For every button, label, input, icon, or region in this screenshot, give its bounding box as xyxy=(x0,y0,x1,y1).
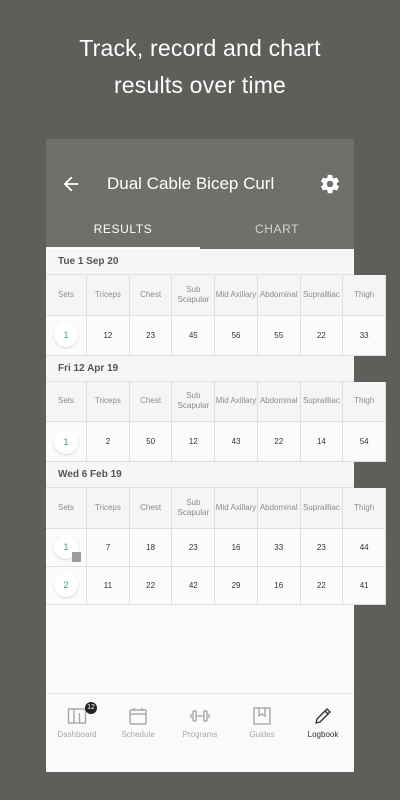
table-cell: 42 xyxy=(172,566,215,604)
table-cell: 11 xyxy=(87,566,130,604)
set-cell xyxy=(46,566,87,604)
column-header: Suprailliac xyxy=(300,275,343,315)
nav-dashboard[interactable] xyxy=(46,694,108,773)
column-header: Sub Scapular xyxy=(172,488,215,528)
set-number[interactable]: 2 xyxy=(54,573,78,597)
table-header-row xyxy=(46,488,386,528)
table-cell: 14 xyxy=(300,422,343,462)
column-header: Thigh xyxy=(343,488,386,528)
column-header: Chest xyxy=(129,382,172,422)
tab-chart[interactable] xyxy=(200,217,354,249)
back-arrow-icon[interactable] xyxy=(60,173,82,195)
column-header: Suprailliac xyxy=(300,488,343,528)
table-cell: 44 xyxy=(343,528,386,566)
table-cell: 50 xyxy=(129,422,172,462)
table-cell: 23 xyxy=(300,528,343,566)
nav-logbook[interactable] xyxy=(292,694,354,773)
table-cell: 56 xyxy=(215,315,258,355)
nav-label: Programs xyxy=(182,730,218,739)
promo-line-1: Track, record and chart xyxy=(79,35,321,61)
table-cell: 7 xyxy=(87,528,130,566)
column-header: Mid Axillary xyxy=(215,488,258,528)
column-header: Sub Scapular xyxy=(172,382,215,422)
column-header: Suprailliac xyxy=(300,382,343,422)
set-number-label: 1 xyxy=(63,542,69,552)
dashboard-icon xyxy=(67,706,87,726)
table-cell: 33 xyxy=(343,315,386,355)
column-header: Thigh xyxy=(343,275,386,315)
column-header: Abdominal xyxy=(257,382,300,422)
column-header: Abdominal xyxy=(257,275,300,315)
set-cell xyxy=(46,315,87,355)
nav-label: Schedule xyxy=(121,730,155,739)
table-row[interactable] xyxy=(46,528,386,566)
dumbbell-icon xyxy=(190,706,210,726)
set-number[interactable]: 1 xyxy=(54,430,78,454)
promo-line-2: results over time xyxy=(113,72,287,98)
table-row[interactable] xyxy=(46,422,386,462)
table-header-row xyxy=(46,382,386,422)
column-header: Triceps xyxy=(87,275,130,315)
table-cell: 22 xyxy=(129,566,172,604)
results-table xyxy=(46,488,386,605)
column-header: Sets xyxy=(46,488,87,528)
calendar-icon xyxy=(128,706,148,726)
table-cell: 12 xyxy=(87,315,130,355)
app-bar xyxy=(46,139,354,249)
table-cell: 22 xyxy=(300,315,343,355)
column-header: Sub Scapular xyxy=(172,275,215,315)
table-cell: 22 xyxy=(300,566,343,604)
column-header: Sets xyxy=(46,275,87,315)
gear-icon[interactable] xyxy=(319,173,341,195)
column-header: Mid Axillary xyxy=(215,275,258,315)
results-table xyxy=(46,382,386,463)
table-cell: 45 xyxy=(172,315,215,355)
table-cell: 23 xyxy=(129,315,172,355)
table-cell: 22 xyxy=(257,422,300,462)
session-date: Wed 6 Feb 19 xyxy=(46,462,354,488)
table-cell: 16 xyxy=(215,528,258,566)
table-cell: 55 xyxy=(257,315,300,355)
nav-programs[interactable] xyxy=(169,694,231,773)
notification-badge: 12 xyxy=(85,702,97,714)
table-cell: 41 xyxy=(343,566,386,604)
table-cell: 23 xyxy=(172,528,215,566)
results-list[interactable] xyxy=(46,249,375,693)
results-table xyxy=(46,275,386,356)
promo-headline xyxy=(0,30,400,104)
nav-schedule[interactable] xyxy=(107,694,169,773)
table-cell: 33 xyxy=(257,528,300,566)
table-row[interactable] xyxy=(46,315,386,355)
bookmark-icon xyxy=(252,706,272,726)
column-header: Mid Axillary xyxy=(215,382,258,422)
nav-guides[interactable] xyxy=(231,694,293,773)
column-header: Chest xyxy=(129,488,172,528)
set-number[interactable] xyxy=(54,535,78,559)
session-date: Tue 1 Sep 20 xyxy=(46,249,354,275)
tab-results[interactable] xyxy=(46,217,200,249)
table-cell: 18 xyxy=(129,528,172,566)
column-header: Triceps xyxy=(87,382,130,422)
tab-chart-label: CHART xyxy=(254,222,300,236)
note-icon xyxy=(72,552,81,562)
table-cell: 43 xyxy=(215,422,258,462)
set-cell xyxy=(46,528,87,566)
nav-label: Guides xyxy=(249,730,275,739)
table-cell: 16 xyxy=(257,566,300,604)
phone-frame xyxy=(46,139,375,772)
pencil-icon xyxy=(313,706,333,726)
bottom-navigation xyxy=(46,693,354,772)
page-title: Dual Cable Bicep Curl xyxy=(107,174,275,193)
nav-label: Logbook xyxy=(307,730,339,739)
set-number[interactable]: 1 xyxy=(54,323,78,347)
column-header: Triceps xyxy=(87,488,130,528)
session-date: Fri 12 Apr 19 xyxy=(46,356,354,382)
tab-results-label: RESULTS xyxy=(93,222,153,236)
nav-label: Dashboard xyxy=(57,730,97,739)
table-row[interactable] xyxy=(46,566,386,604)
table-cell: 54 xyxy=(343,422,386,462)
table-header-row xyxy=(46,275,386,315)
column-header: Thigh xyxy=(343,382,386,422)
table-cell: 29 xyxy=(215,566,258,604)
column-header: Sets xyxy=(46,382,87,422)
table-cell: 12 xyxy=(172,422,215,462)
column-header: Abdominal xyxy=(257,488,300,528)
set-cell xyxy=(46,422,87,462)
table-cell: 2 xyxy=(87,422,130,462)
column-header: Chest xyxy=(129,275,172,315)
